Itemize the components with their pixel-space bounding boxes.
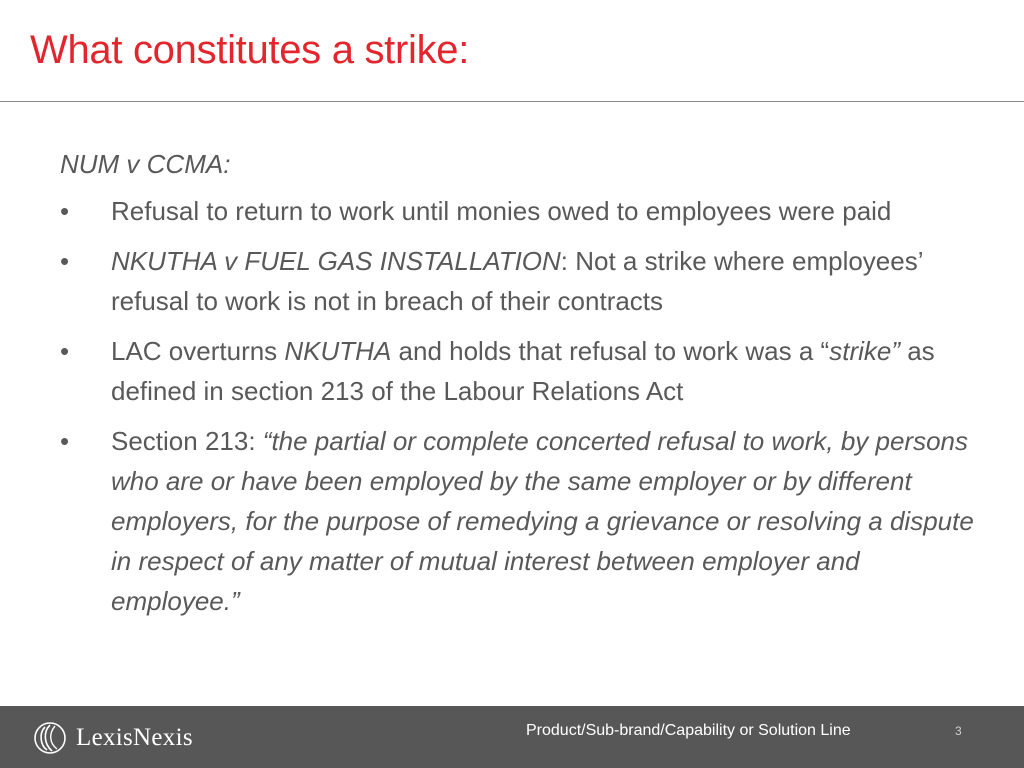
bullet-marker: • (60, 336, 70, 366)
slide-title: What constitutes a strike: (30, 28, 470, 72)
open-quote: “ (820, 336, 830, 366)
bullet-text: Refusal to return to work until monies owed to employees were paid (111, 196, 892, 226)
bullet-item (60, 421, 975, 621)
lexisnexis-logo (33, 721, 193, 755)
bullet-text: LAC overturns (111, 336, 285, 366)
page-number: 3 (955, 724, 962, 738)
footer-bar (0, 706, 1024, 768)
bullet-marker: • (60, 196, 70, 226)
bullet-marker: • (60, 246, 70, 276)
slide-content (60, 144, 975, 631)
bullet-item (60, 191, 975, 231)
bullet-list (60, 191, 975, 621)
title-divider (0, 101, 1024, 102)
quoted-term: strike” (829, 336, 900, 366)
product-line-text: Product/Sub-brand/Capability or Solution Line (526, 722, 851, 739)
bullet-item (60, 331, 975, 411)
bullet-marker: • (60, 426, 70, 456)
bullet-text: : Not a strike where employees’ refusal to work is not in breach of their contracts (111, 246, 923, 316)
statutory-quote: “the partial or complete concerted refusal to work, by persons who are or have been employed by the same employer or by different employers, for the purpose of remedying a grievance or resolving a dispute in respect of any matter of mutual interest between employer and employee.” (111, 426, 974, 616)
bullet-text: and holds that refusal to work was a (391, 336, 821, 366)
logo-wordmark: LexisNexis (76, 724, 193, 751)
case-name: NKUTHA (284, 336, 392, 366)
bullet-text: Section 213: (111, 426, 263, 456)
lexisnexis-knot-icon (33, 721, 67, 755)
case-name: NKUTHA v FUEL GAS INSTALLATION (111, 246, 561, 276)
case-subheading: NUM v CCMA: (60, 149, 231, 179)
bullet-item (60, 241, 975, 321)
bullet-text: as defined in section 213 of the Labour Relations Act (111, 336, 935, 406)
